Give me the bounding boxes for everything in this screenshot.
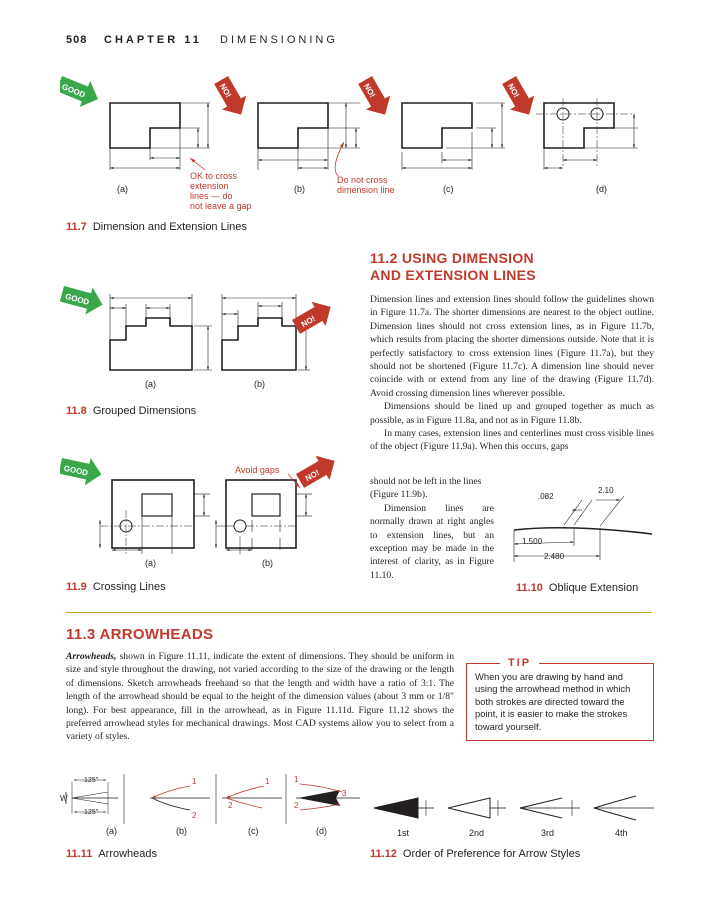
paragraph: should not be left in the lines (Figure 11.9b). [370,476,482,501]
good-badge-11-7 [60,70,103,112]
no-badge-11-7b [209,73,253,122]
paragraph: Dimension lines and extension lines should follow the guidelines shown in Figure 11.7a. The shorter dimensions are nearest to the object outline. Dimension lines should not cross extension lines, as in Figure 11.7b, which results from placing the shorter dimensions outside. Note that it is perfectly satisfactory to cross extension lines (Figure 11.7a), but they should not be shortened (Figure 11.7c). A dimension line should never coincide with or extend from any line of the drawing (Figure 11.7d). Avoid crossing dimension lines wherever possible. [370,294,654,399]
figure-11-12 [366,790,656,826]
fig11-12-label-4th: 4th [615,828,628,838]
fig11-8-caption: 11.8 Grouped Dimensions [66,405,197,417]
fig11-7-caption: 11.7 Dimension and Extension Lines [66,221,247,233]
fig11-12-label-1st: 1st [397,828,410,838]
no-badge-11-9 [293,450,342,493]
dim-1500: 1.500 [522,537,543,546]
svg-text:GOOD: GOOD [63,463,89,478]
arrowhead-c [222,774,286,824]
arrow-style-1st [374,798,434,818]
avoid-gaps-note: Avoid gaps [235,465,280,475]
fig11-7d-object [536,98,638,170]
paragraph: Arrowheads, shown in Figure 11.11, indicate the extent of dimensions. They should be uniform in size and style throughout the drawing, not varied according to the size of the drawing or the length of dimensions. Sketch arrowheads freehand so that the length and width have a ratio of 3:1. The length of the arrowhead should be equal to the height of the dimension values (about 3 mm or 1/8" long). For best appearance, fill in the arrowhead, as in Figure 11.11d. Figure 11.12 shows the preferred arrowhead styles for mechanical drawings. Most CAD systems allow you to select from a variety of styles. [66,651,454,743]
fig11-12-label-3rd: 3rd [541,828,555,838]
dim-125-top: .125" [82,777,99,784]
fig11-9-label-b: (b) [262,558,273,568]
svg-text:NO!: NO! [299,313,317,330]
fig11-7a-object [110,103,210,170]
fig11-11-label-c: (c) [248,826,259,836]
fig11-10-caption: 11.10 Oblique Extension [516,582,639,594]
section-11-3-title: 11.3 ARROWHEADS [66,626,214,643]
section-11-2-title: 11.2 USING DIMENSION AND EXTENSION LINES [370,250,536,283]
paragraph: Dimensions should be lined up and grouped together as much as possible, as in Figure 11.8a, and not as in Figure 11.8b. [370,401,654,426]
svg-text:NO!: NO! [303,467,321,484]
tip-title: TIP [500,657,539,669]
no-text: NO! [361,81,378,100]
fig11-9-caption: 11.9 Crossing Lines [66,581,166,593]
figure-11-8 [60,280,350,390]
stroke-1-c: 1 [265,777,270,786]
figure-11-11 [60,768,360,840]
fig11-8-label-a: (a) [145,379,156,389]
good-badge-11-9 [60,452,104,488]
term-arrowheads: Arrowheads, [66,651,117,662]
dim-2480: 2.480 [544,552,565,561]
fig11-7-label-a: (a) [117,184,128,194]
fig11-7-note-b: Do not cross dimension line [337,175,395,195]
dim-210: 2.10 [598,486,614,495]
fig11-12-caption: 11.12 Order of Preference for Arrow Styles [370,848,581,860]
stroke-1-b: 1 [192,777,197,786]
no-text: NO! [505,81,522,100]
fig11-11-label-d: (d) [316,826,327,836]
fig11-7-label-c: (c) [443,184,454,194]
chapter-label: CHAPTER 11 [104,34,202,46]
section-11-3-body [66,650,454,744]
fig11-11-label-a: (a) [106,826,117,836]
section-divider [66,612,652,613]
fig11-11-caption: 11.11 Arrowheads [66,848,158,860]
paragraph: Dimension lines are normally drawn at right angles to extension lines, but an exception may be made in the interest of clarity, as in Figure 11.10. [370,502,494,581]
fig11-12-label-2nd: 2nd [469,828,485,838]
no-text: NO! [217,81,234,100]
stroke-3-d: 3 [342,789,347,798]
paragraph: In many cases, extension lines and centerlines must cross visible lines of the object (Figure 11.9a). When this occurs, gaps [370,428,654,453]
arrow-style-3rd [520,798,580,818]
fig11-8a-object [110,294,212,370]
fig11-8b-object [222,294,310,370]
good-text: GOOD [60,82,87,100]
dim-082: .082 [538,492,554,501]
good-badge-11-8 [60,280,106,318]
svg-text:GOOD: GOOD [64,291,91,307]
figure-11-10 [508,482,656,572]
fig11-7b-object [258,103,360,170]
fig11-7-label-d: (d) [596,184,607,194]
dim-125-bottom: .125" [82,809,99,816]
section-11-2-narrow [370,475,494,582]
stroke-2-c: 2 [228,801,233,810]
arrowhead-b [150,774,216,824]
fig11-8-label-b: (b) [254,379,265,389]
stroke-1-d: 1 [294,775,299,784]
section-label: DIMENSIONING [220,34,338,46]
arrowhead-d [296,784,360,810]
width-label: W [60,794,68,803]
fig11-7c-object [402,103,505,170]
section-11-2-body [370,293,654,454]
arrow-style-4th [594,796,654,820]
no-badge-11-7d [497,73,541,122]
arrow-style-2nd [448,798,506,818]
figure-11-7 [60,68,660,218]
no-badge-11-7c [353,73,397,122]
fig11-10-drawing [514,496,652,562]
fig11-7-note-a: OK to cross extension lines — do not leave a gap [190,171,252,211]
stroke-2-d: 2 [294,801,299,810]
fig11-9-label-a: (a) [145,558,156,568]
tip-text: When you are drawing by hand and using the arrowhead method in which both strokes are directed toward the point, it is easier to make the strokes toward yourself. [475,671,631,732]
running-header [104,34,338,46]
fig11-9a-object [100,480,210,554]
stroke-2-b: 2 [192,811,197,820]
fig11-7-label-b: (b) [294,184,305,194]
fig11-11-label-b: (b) [176,826,187,836]
figure-11-9 [60,450,350,562]
fig11-9b-object [216,480,312,554]
page-number: 508 [66,34,88,46]
